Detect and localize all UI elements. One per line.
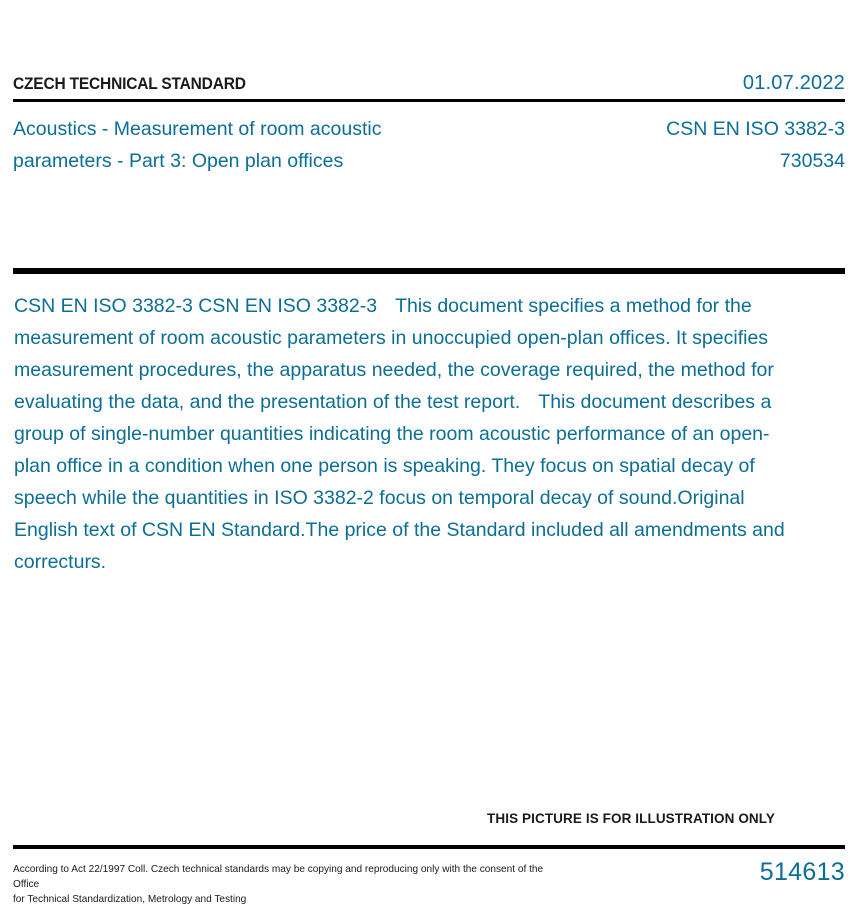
document-kicker: CZECH TECHNICAL STANDARD (13, 75, 246, 93)
header (13, 72, 845, 95)
footer (13, 858, 845, 907)
abstract-paragraph-1: This document specifies a method for the measurement of room acoustic parameters in unoccupied open-plan offices. It specifies measurement procedures, the apparatus needed, the coverage required, the method for evaluating the data, and the presentation of the test report. (14, 295, 774, 413)
standard-designation: CSN EN ISO 3382-3 (666, 118, 845, 140)
footer-legal-line-2: for Technical Standardization, Metrology and Testing (13, 893, 247, 905)
issue-date: 01.07.2022 (742, 72, 845, 94)
header-divider (13, 99, 845, 102)
standard-title: Acoustics - Measurement of room acoustic parameters - Part 3: Open plan offices (13, 118, 382, 172)
footer-divider (13, 845, 845, 849)
title-block (13, 113, 845, 177)
order-number: 514613 (759, 858, 845, 886)
abstract-text (14, 290, 804, 578)
abstract-prefix: CSN EN ISO 3382-3 CSN EN ISO 3382-3 (14, 295, 378, 317)
classification-code: 730534 (779, 150, 845, 172)
abstract-paragraph-2: This document describes a group of single-number quantities indicating the room acoustic performance of an open-plan office in a condition when one person is speaking. They focus on spatial decay of speech while the quantities in ISO 3382-2 focus on temporal decay of sound.Original English text of CSN EN Standard.The price of the Standard included all amendments and correcturs. (14, 391, 785, 573)
illustration-only-label: THIS PICTURE IS FOR ILLUSTRATION ONLY (487, 811, 775, 826)
abstract-divider (13, 268, 845, 274)
designation-group (666, 113, 845, 177)
footer-legal-line-1: According to Act 22/1997 Coll. Czech technical standards may be copying and reproducing only with the consent of the Office (13, 863, 544, 890)
footer-legal-notice (13, 862, 570, 907)
